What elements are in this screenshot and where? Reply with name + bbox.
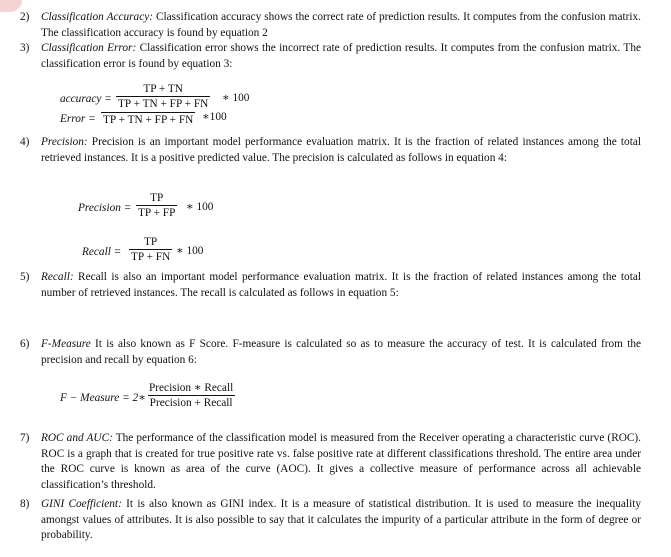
list-item-f-measure: [20, 337, 641, 368]
equation-fraction: [147, 382, 235, 410]
equation-lhs: Error =: [60, 113, 96, 125]
item-number: 6): [20, 338, 30, 350]
item-number: 5): [20, 271, 30, 283]
corner-mark: [0, 0, 22, 12]
item-number: 2): [20, 11, 30, 23]
list-item-roc-auc: [20, 431, 641, 493]
list-item-precision: [20, 135, 641, 166]
equation-denominator: TP + FN: [131, 251, 171, 263]
equation-suffix: ∗ 100: [222, 92, 250, 104]
item-term: Recall:: [41, 271, 74, 283]
item-term: Classification Error:: [41, 42, 137, 54]
item-term: ROC and AUC:: [41, 432, 113, 444]
item-text: Recall is also an important model performance evaluation matrix. It is the fraction of related instances among the total number of retrieved instances. The recall is calculated as follows in equation 5:: [41, 271, 641, 299]
item-number: 7): [20, 432, 30, 444]
equation-fraction: [136, 192, 177, 220]
item-number: 8): [20, 498, 30, 510]
equation-denominator: TP + TN + FP + FN: [118, 98, 209, 110]
item-number: 3): [20, 42, 30, 54]
item-text: Precision is an important model performance evaluation matrix. It is the fraction of related instances among the total retrieved instances. It is a positive predicted value. The precision is calculated as follows in equation 4:: [41, 136, 641, 164]
item-text: It is also known as GINI index. It is a measure of statistical distribution. It is used to measure the inequality amongst values of attributes. It is also possible to say that it calculates the impurity of a particular attribute in the form of degree or probability.: [41, 498, 641, 541]
equation-fraction: [116, 83, 210, 111]
equation-suffix: ∗100: [202, 111, 227, 123]
list-item-classification-error: [20, 41, 641, 72]
item-text: It is also known as F Score. F-measure is calculated so as to measure the accuracy of test. It is calculated from the precision and recall by equation 6:: [41, 338, 641, 366]
item-term: F-Measure: [41, 338, 91, 350]
list-item-classification-accuracy: [20, 10, 641, 41]
equation-lhs: accuracy =: [60, 93, 112, 105]
item-text: Classification error shows the incorrect rate of prediction results. It computes from the confusion matrix. The classification error is found by equation 3:: [41, 42, 641, 70]
list-item-recall: [20, 270, 641, 301]
item-text: The performance of the classification model is measured from the Receiver operating a characteristic curve (ROC). ROC is a graph that is created for true positive rate vs. false positive rate at different classifications threshold. The entire area under the ROC curve is known as area of the curve (AOC). It gives a collective measure of performance across all achievable classification’s threshold.: [41, 432, 642, 491]
equation-denominator: Precision + Recall: [149, 397, 233, 409]
equation-lhs: Recall =: [82, 246, 122, 258]
equation-lhs: Precision =: [78, 202, 132, 214]
item-number: 4): [20, 136, 30, 148]
item-term: Classification Accuracy:: [41, 11, 153, 23]
equation-denominator: TP + TN + FP + FN: [103, 114, 194, 126]
item-term: Precision:: [41, 136, 88, 148]
equation-numerator: Precision ∗ Recall: [149, 382, 234, 394]
item-term: GINI Coefficient:: [41, 498, 122, 510]
equation-lhs: F − Measure = 2∗: [60, 392, 146, 404]
equation-suffix: ∗ 100: [186, 201, 214, 213]
equation-numerator: TP + TN: [143, 83, 183, 95]
equation-numerator: TP: [150, 192, 164, 204]
equation-denominator: TP + FP: [138, 207, 176, 219]
list-item-gini-coefficient: [20, 497, 641, 544]
equation-suffix: ∗ 100: [176, 245, 204, 257]
equation-numerator: TP: [144, 236, 158, 248]
item-text: Classification accuracy shows the correct rate of prediction results. It computes from the confusion matrix. The classification accuracy is found by equation 2: [41, 11, 641, 39]
equation-fraction: [129, 236, 172, 264]
equation-fraction: [101, 112, 195, 127]
